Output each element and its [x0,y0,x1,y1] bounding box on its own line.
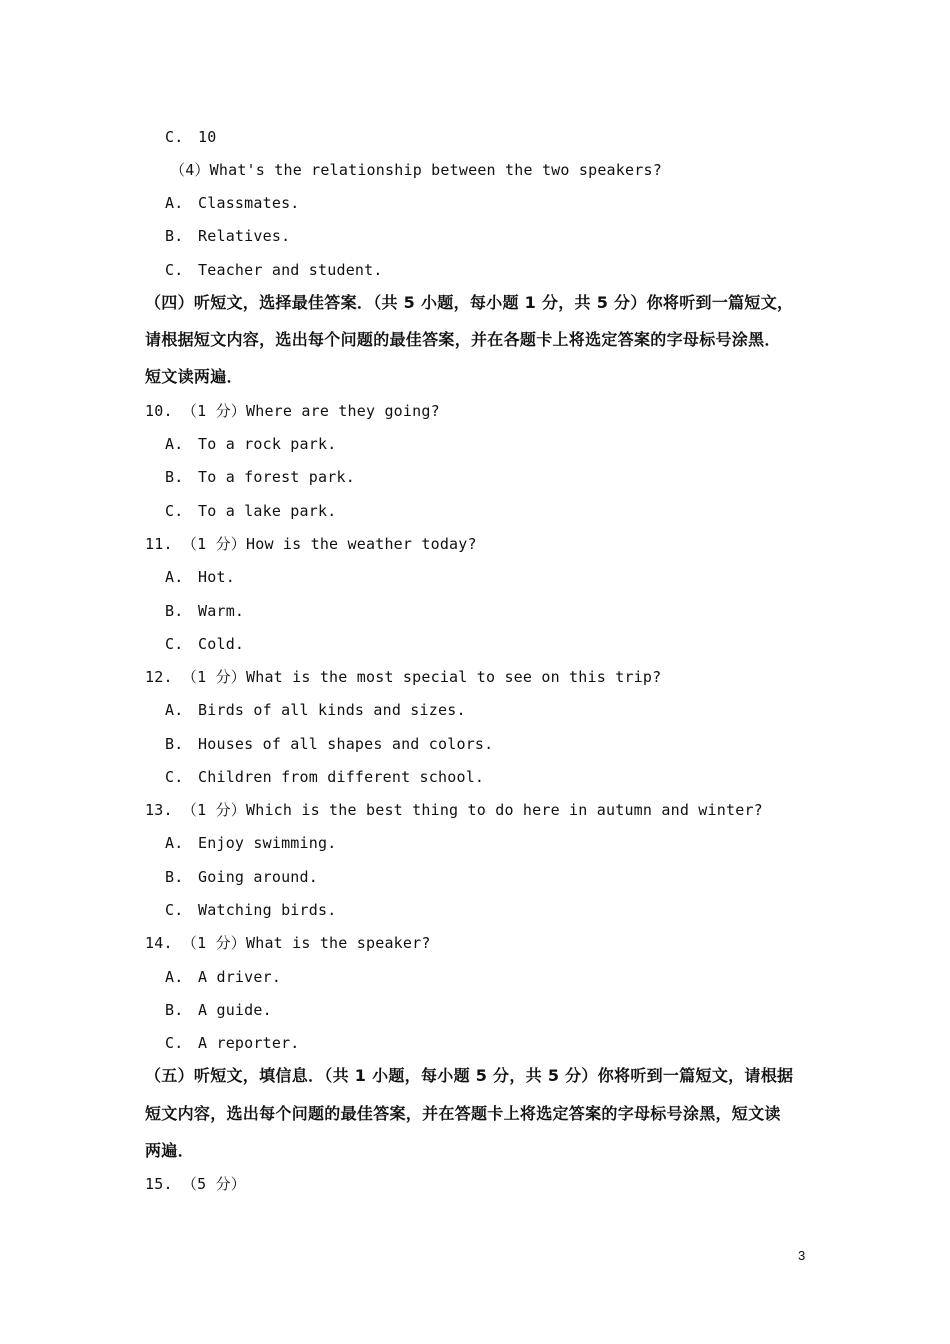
option-line [165,1033,300,1053]
option-text: Going around. [198,868,318,886]
option-letter: A. [165,435,184,453]
option-line [165,767,484,787]
option-letter: C. [165,1034,184,1052]
option-letter: C. [165,128,184,146]
option-letter: B. [165,1001,184,1019]
option-text: A driver. [198,968,282,986]
question-10-prompt: 10. （1 分）Where are they going? [145,402,440,420]
option-line [165,193,300,213]
option-text: To a forest park. [198,468,355,486]
option-line [165,226,290,246]
option-letter: C. [165,635,184,653]
option-text: To a rock park. [198,435,337,453]
option-letter: B. [165,735,184,753]
option-letter: A. [165,834,184,852]
question-11-prompt: 11. （1 分）How is the weather today? [145,535,477,553]
option-text: Watching birds. [198,901,337,919]
option-letter: A. [165,968,184,986]
option-text: 10 [198,128,217,146]
section-5-heading-line: 短文内容，选出每个问题的最佳答案，并在答题卡上将选定答案的字母标号涂黑，短文读 [145,1104,781,1123]
option-text: Birds of all kinds and sizes. [198,701,466,719]
option-text: Classmates. [198,194,300,212]
option-letter: C. [165,261,184,279]
option-line [165,501,336,521]
option-letter: C. [165,502,184,520]
option-text: Houses of all shapes and colors. [198,735,494,753]
option-line [165,260,383,280]
option-text: To a lake park. [198,502,337,520]
option-line [165,634,244,654]
option-text: Warm. [198,602,245,620]
page-number: 3 [798,1248,806,1263]
option-letter: B. [165,468,184,486]
option-line [165,601,244,621]
option-letter: A. [165,568,184,586]
option-line [165,833,336,853]
option-text: Enjoy swimming. [198,834,337,852]
section-5-heading-line: 两遍． [145,1141,194,1160]
option-letter: A. [165,194,184,212]
question-12-prompt: 12. （1 分）What is the most special to see on this trip? [145,668,662,686]
question-13-prompt: 13. （1 分）Which is the best thing to do here in autumn and winter? [145,801,763,819]
option-letter: B. [165,868,184,886]
option-line [165,567,235,587]
option-line [165,434,336,454]
section-4-heading-line: （四）听短文，选择最佳答案．（共 5 小题，每小题 1 分，共 5 分）你将听到一篇短文， [145,293,794,312]
option-letter: B. [165,227,184,245]
section-4-heading-line: 短文读两遍． [145,367,243,386]
option-letter: C. [165,768,184,786]
subquestion-4-prompt: （4）What's the relationship between the two speakers? [170,161,662,179]
option-text: A reporter. [198,1034,300,1052]
option-letter: B. [165,602,184,620]
section-5-heading-line: （五）听短文，填信息．（共 1 小题，每小题 5 分，共 5 分）你将听到一篇短文，请根据 [145,1066,794,1085]
option-line [165,900,336,920]
option-text: Teacher and student. [198,261,383,279]
question-15-prompt: 15. （5 分） [145,1175,246,1193]
option-text: Hot. [198,568,235,586]
option-line [165,127,216,147]
option-letter: A. [165,701,184,719]
option-line [165,734,493,754]
option-letter: C. [165,901,184,919]
option-line [165,867,318,887]
question-14-prompt: 14. （1 分）What is the speaker? [145,934,431,952]
option-text: A guide. [198,1001,272,1019]
option-text: Relatives. [198,227,291,245]
option-text: Cold. [198,635,245,653]
option-text: Children from different school. [198,768,485,786]
section-4-heading-line: 请根据短文内容，选出每个问题的最佳答案，并在各题卡上将选定答案的字母标号涂黑． [145,330,781,349]
option-line [165,1000,272,1020]
option-line [165,467,355,487]
option-line [165,700,466,720]
option-line [165,967,281,987]
